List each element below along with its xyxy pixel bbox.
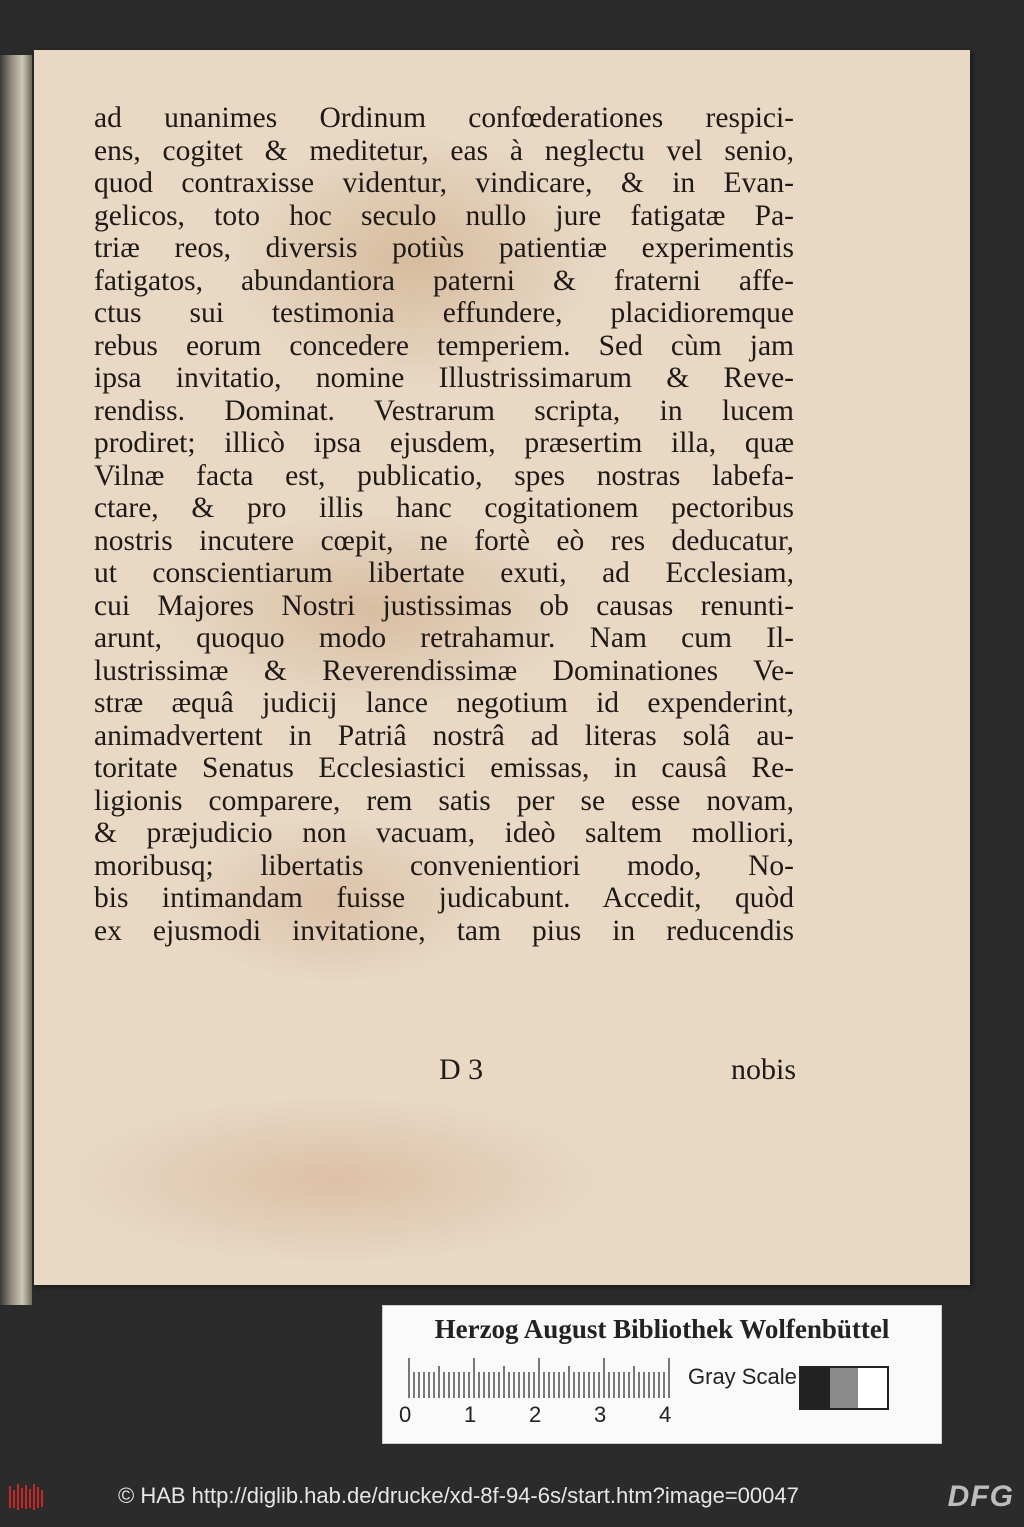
ruler-number: 0 — [399, 1402, 412, 1427]
library-scale-label — [382, 1305, 942, 1444]
text-line: ligionis comparere, rem satis per se esse novam, — [94, 784, 794, 817]
text-line: ipsa invitatio, nomine Illustrissimarum & Reve- — [94, 362, 794, 394]
gray-scale-label: Gray Scale — [688, 1364, 797, 1389]
footer-bar — [0, 1468, 1024, 1527]
text-line: lustrissimæ & Reverendissimæ Dominationes Ve- — [94, 654, 794, 687]
ruler-number: 1 — [464, 1402, 477, 1427]
text-line: arunt, quoquo modo retrahamur. Nam cum Il- — [94, 622, 794, 654]
text-line: animadvertent in Patriâ nostrâ ad literas solâ au- — [94, 719, 794, 752]
text-line: gelicos, toto hoc seculo nullo jure fatigatæ Pa- — [94, 199, 794, 232]
catchword: nobis — [730, 1053, 796, 1086]
gray-swatch-light — [858, 1368, 887, 1408]
text-line: nostris incutere cœpit, ne fortè eò res deducatur, — [94, 524, 794, 557]
gray-swatch-mid — [830, 1368, 859, 1408]
text-line: ctus sui testimonia effundere, placidioremque — [94, 297, 794, 329]
ruler-numbers — [399, 1402, 679, 1432]
text-line: prodiret; illicò ipsa ejusdem, præsertim illa, quæ — [94, 427, 794, 459]
text-line: ctare, & pro illis hanc cogitationem pectoribus — [94, 492, 794, 524]
text-line: rebus eorum concedere temperiem. Sed cùm jam — [94, 329, 794, 362]
text-line: stræ æquâ judicij lance negotium id expenderint, — [94, 687, 794, 719]
text-line: Vilnæ facta est, publicatio, spes nostras labefa- — [94, 459, 794, 492]
gray-scale-swatches — [799, 1366, 889, 1410]
gray-swatch-dark — [801, 1368, 830, 1408]
text-line: toritate Senatus Ecclesiastici emissas, in causâ Re- — [94, 752, 794, 784]
dfg-logo: DFG — [947, 1480, 1014, 1513]
text-line: ad unanimes Ordinum confœderationes respici- — [94, 102, 794, 134]
hab-barcode-logo-icon — [8, 1482, 48, 1512]
page-footer-line — [94, 1053, 796, 1089]
signature-mark: D 3 — [439, 1053, 484, 1086]
ruler-number: 4 — [659, 1402, 672, 1427]
text-line: ens, cogitet & meditetur, eas à neglectu vel senio, — [94, 134, 794, 167]
adjacent-page-edge — [0, 55, 32, 1305]
ruler-number: 2 — [529, 1402, 542, 1427]
ruler-number: 3 — [594, 1402, 607, 1427]
text-line: fatigatos, abundantiora paterni & fraterni affe- — [94, 264, 794, 297]
text-line: bis intimandam fuisse judicabunt. Accedit, quòd — [94, 882, 794, 914]
text-line: & præjudicio non vacuam, ideò saltem molliori, — [94, 817, 794, 849]
book-page — [34, 50, 970, 1285]
page-text — [94, 102, 794, 947]
copyright-link[interactable]: © HAB http://diglib.hab.de/drucke/xd-8f-94-6s/start.htm?image=00047 — [118, 1483, 799, 1508]
text-line: ut conscientiarum libertate exuti, ad Ecclesiam, — [94, 557, 794, 589]
text-line: triæ reos, diversis potiùs patientiæ experimentis — [94, 232, 794, 264]
text-line: quod contraxisse videntur, vindicare, & in Evan- — [94, 167, 794, 199]
text-line: moribusq; libertatis convenientiori modo, No- — [94, 849, 794, 882]
ruler-scale — [405, 1358, 675, 1398]
library-name: Herzog August Bibliothek Wolfenbüttel — [434, 1314, 890, 1344]
text-line: cui Majores Nostri justissimas ob causas renunti- — [94, 589, 794, 622]
text-line: ex ejusmodi invitatione, tam pius in reducendis — [94, 914, 794, 947]
text-line: rendiss. Dominat. Vestrarum scripta, in lucem — [94, 394, 794, 427]
